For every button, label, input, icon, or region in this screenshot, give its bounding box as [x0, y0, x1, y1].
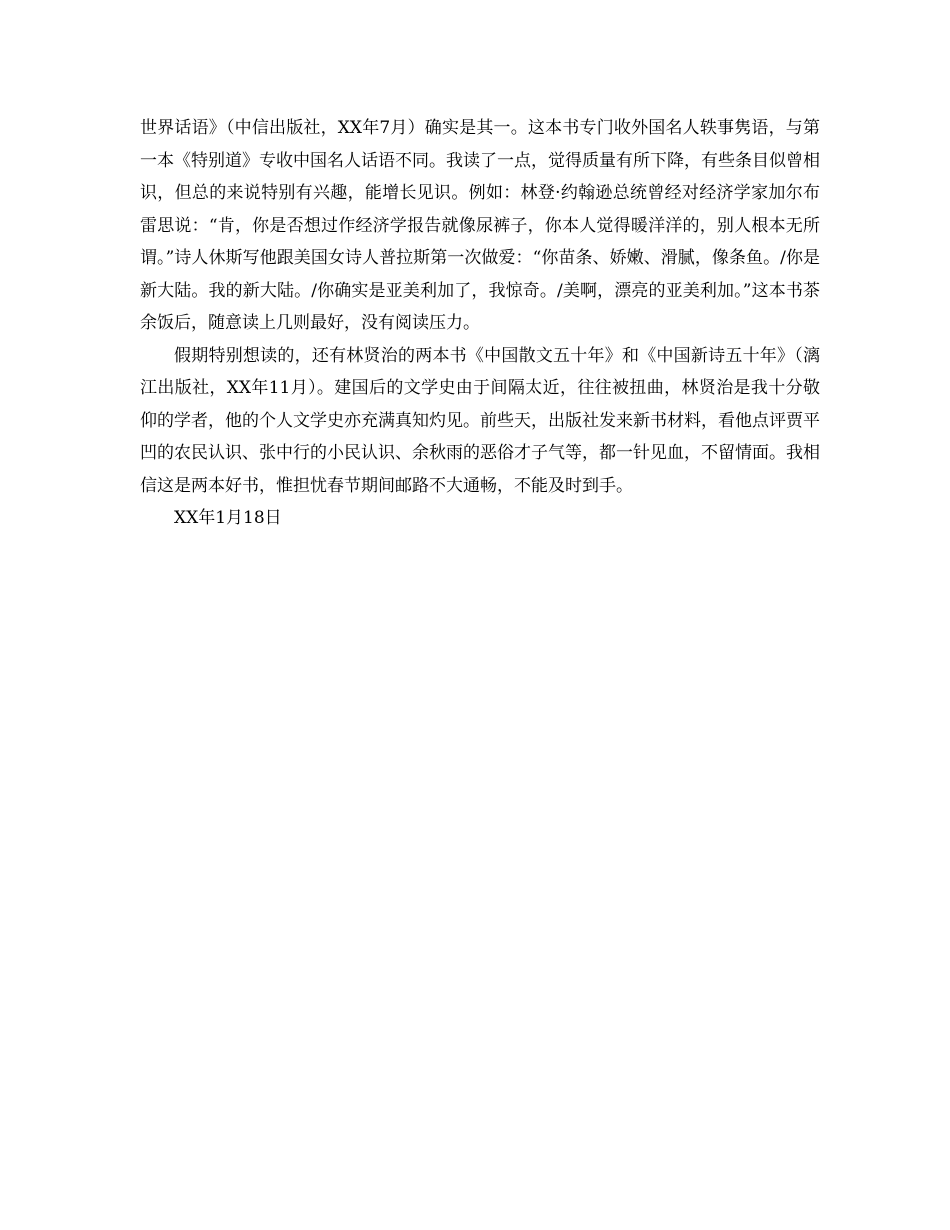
paragraph-holiday-reading: 假期特别想读的，还有林贤治的两本书《中国散文五十年》和《中国新诗五十年》（漓江出版社，XX年11月）。建国后的文学史由于间隔太近，往往被扭曲，林贤治是我十分敬仰的学者，他的个人文学史亦充满真知灼见。前些天，出版社发来新书材料，看他点评贾平凹的农民认识、张中行的小民认识、余秋雨的恶俗才子气等，都一针见血，不留情面。我相信这是两本好书，惟担忧春节期间邮路不大通畅，不能及时到手。 [140, 345, 820, 496]
paragraph-continuation: 世界话语》（中信出版社，XX年7月）确实是其一。这本书专门收外国名人轶事隽语，与第一本《特别道》专收中国名人话语不同。我读了一点，觉得质量有所下降，有些条目似曾相识，但总的来说特别有兴趣，能增长见识。例如：林登·约翰逊总统曾经对经济学家加尔布雷思说：“肯，你是否想过作经济学报告就像尿裤子，你本人觉得暖洋洋的，别人根本无所谓。”诗人休斯写他跟美国女诗人普拉斯第一次做爱：“你苗条、娇嫩、滑腻，像条鱼。/你是新大陆。我的新大陆。/你确实是亚美利加了，我惊奇。/美啊，漂亮的亚美利加。”这本书茶余饭后，随意读上几则最好，没有阅读压力。 [140, 118, 820, 333]
document-date: XX年1月18日 [174, 508, 282, 528]
document-body [140, 112, 820, 535]
